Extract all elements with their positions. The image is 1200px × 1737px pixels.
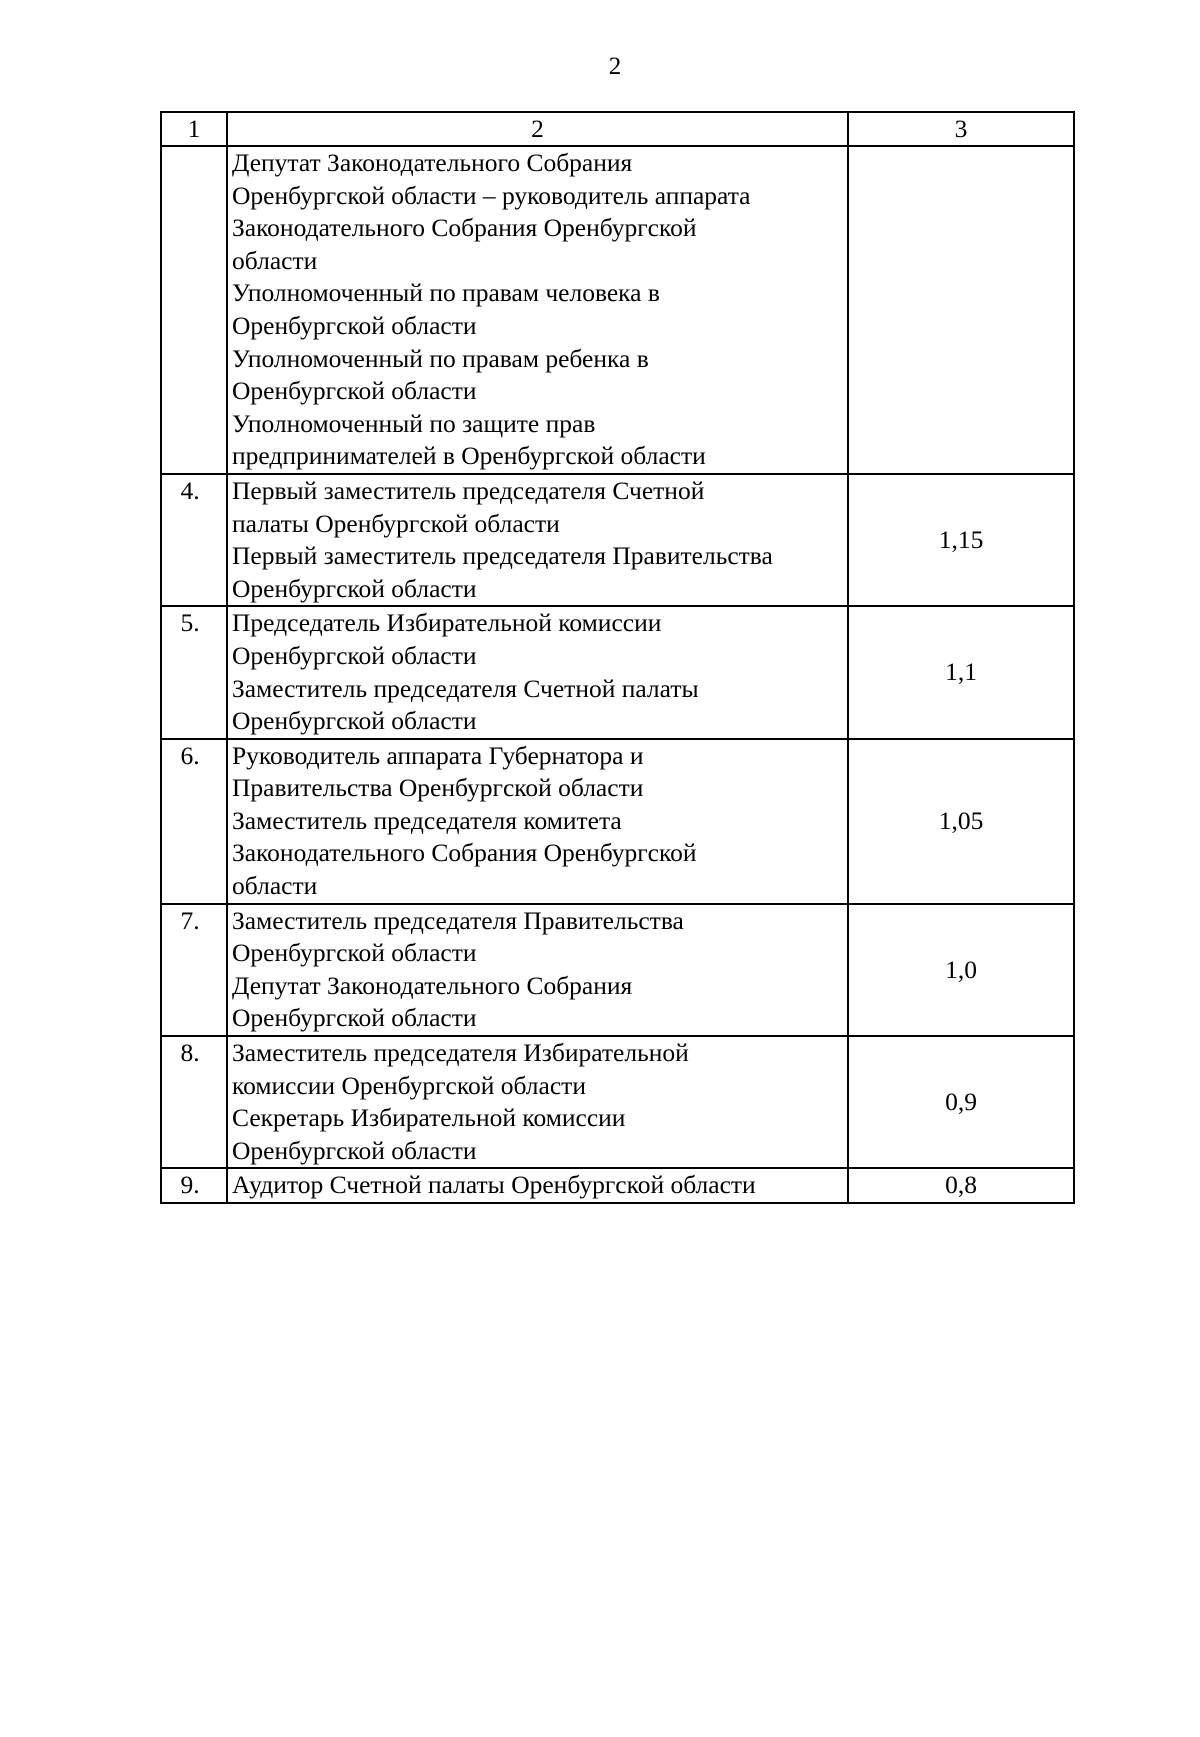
header-col-1: 1 [161, 112, 227, 146]
position-title-line: Первый заместитель председателя Счетной [232, 475, 705, 505]
position-title-line: Первый заместитель председателя Правительства [232, 541, 773, 571]
position-titles [227, 904, 848, 1036]
row-number [161, 146, 227, 474]
position-title-line: Заместитель председателя Счетной палаты [232, 673, 699, 703]
position-title-line: Оренбургской области [232, 706, 477, 736]
header-col-2: 2 [227, 112, 848, 146]
position-title-line: Уполномоченный по правам человека в [232, 278, 660, 308]
position-title-line: Оренбургской области [232, 573, 477, 603]
header-col-3: 3 [848, 112, 1074, 146]
position-title-line: Правительства Оренбургской области [232, 773, 644, 803]
position-title-line: области [232, 245, 318, 275]
position-title-line: Оренбургской области [232, 376, 477, 406]
coefficient-value: 0,8 [848, 1168, 1074, 1203]
row-number: 7. [161, 904, 227, 1036]
coefficient-value: 1,15 [848, 474, 1074, 606]
position-title-line: Председатель Избирательной комиссии [232, 608, 662, 638]
position-titles [227, 146, 848, 474]
position-title-line: Заместитель председателя комитета [232, 805, 622, 835]
position-title-line: Оренбургской области [232, 1135, 477, 1165]
table-row [161, 904, 1074, 1036]
coefficient-value [848, 146, 1074, 474]
position-titles [227, 1168, 848, 1203]
position-title-line: Оренбургской области [232, 1003, 477, 1033]
position-title-line: Секретарь Избирательной комиссии [232, 1103, 626, 1133]
coefficients-table [160, 111, 1075, 1204]
position-title-line: Руководитель аппарата Губернатора и [232, 740, 644, 770]
table-row [161, 474, 1074, 606]
position-title-line: Уполномоченный по правам ребенка в [232, 343, 649, 373]
coefficient-value: 1,0 [848, 904, 1074, 1036]
position-title-line: Оренбургской области – руководитель аппарата [232, 180, 751, 210]
position-title-line: области [232, 871, 318, 901]
row-number: 5. [161, 606, 227, 738]
position-title-line: Аудитор Счетной палаты Оренбургской области [232, 1170, 756, 1200]
position-title-line: палаты Оренбургской области [232, 508, 560, 538]
position-titles [227, 1036, 848, 1168]
position-title-line: Депутат Законодательного Собрания [232, 148, 633, 177]
position-title-line: предпринимателей в Оренбургской области [232, 441, 706, 471]
page-number: 2 [608, 53, 622, 80]
position-title-line: комиссии Оренбургской области [232, 1070, 586, 1100]
table-body [161, 112, 1074, 1203]
coefficient-value: 0,9 [848, 1036, 1074, 1168]
position-title-line: Уполномоченный по защите прав [232, 408, 596, 438]
position-title-line: Заместитель председателя Избирательной [232, 1038, 689, 1068]
position-titles [227, 739, 848, 904]
coefficient-value: 1,05 [848, 739, 1074, 904]
row-number: 4. [161, 474, 227, 606]
position-title-line: Законодательного Собрания Оренбургской [232, 838, 697, 868]
position-titles [227, 474, 848, 606]
position-title-line: Оренбургской области [232, 640, 477, 670]
position-title-line: Законодательного Собрания Оренбургской [232, 213, 697, 243]
row-number: 9. [161, 1168, 227, 1203]
table-row [161, 146, 1074, 474]
position-title-line: Оренбургской области [232, 938, 477, 968]
table-header-row [161, 112, 1074, 146]
position-title-line: Депутат Законодательного Собрания [232, 970, 633, 1000]
table-row [161, 1168, 1074, 1203]
position-titles [227, 606, 848, 738]
table-row [161, 739, 1074, 904]
row-number: 8. [161, 1036, 227, 1168]
coefficient-value: 1,1 [848, 606, 1074, 738]
row-number: 6. [161, 739, 227, 904]
table-row [161, 606, 1074, 738]
position-title-line: Оренбургской области [232, 310, 477, 340]
position-title-line: Заместитель председателя Правительства [232, 905, 684, 935]
table-row [161, 1036, 1074, 1168]
